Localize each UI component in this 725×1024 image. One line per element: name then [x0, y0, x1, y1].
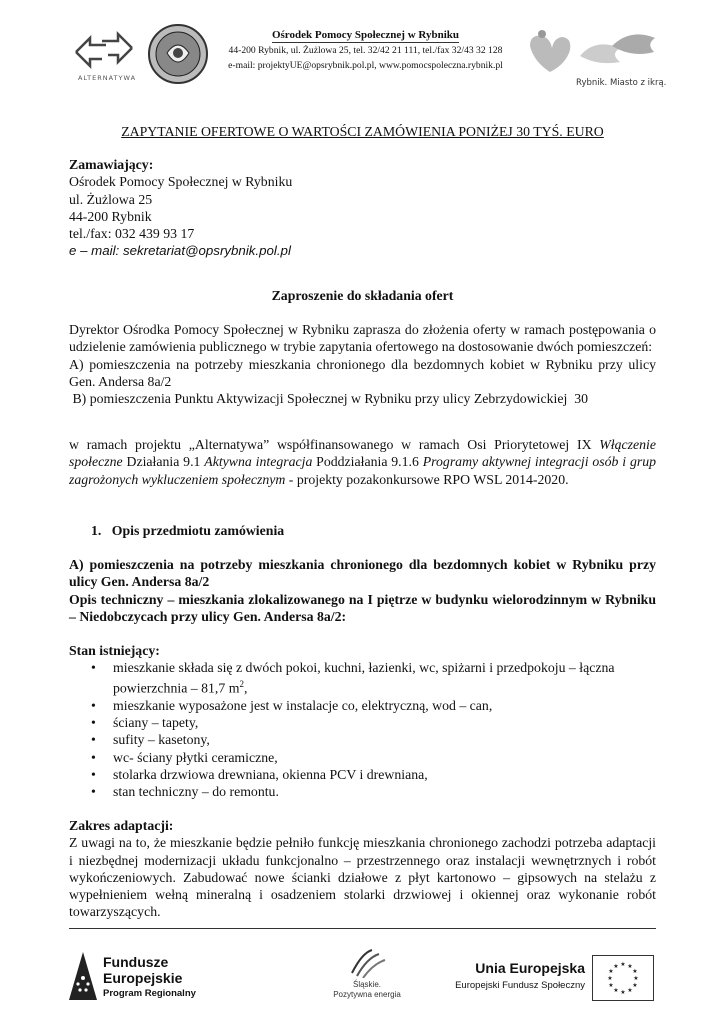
- sl-line2: Pozytywna energia: [333, 990, 401, 999]
- buyer-street: ul. Żużlowa 25: [69, 191, 153, 207]
- svg-text:★: ★: [608, 982, 614, 989]
- alternatywa-caption: ALTERNATYWA: [77, 74, 137, 82]
- list-item: • mieszkanie wyposażone jest w instalacje co, elektryczną, wod – can,: [113, 697, 656, 714]
- waves-icon: [347, 948, 387, 978]
- eu-line2: Europejski Fundusz Społeczny: [455, 980, 585, 991]
- arrows-icon: [72, 30, 137, 72]
- buyer-name: Ośrodek Pomocy Społecznej w Rybniku: [69, 174, 293, 190]
- invitation-heading: Zaproszenie do składania ofert: [271, 288, 454, 303]
- section1-title: Opis przedmiotu zamówienia: [111, 523, 285, 538]
- buyer-label: Zamawiający:: [69, 157, 154, 172]
- svg-text:★: ★: [627, 987, 633, 994]
- list-item: • mieszkanie składa się z dwóch pokoi, kuchni, łazienki, wc, spiżarni i przedpokoju – łączna powierzchnia – 81,7 $m^2$,: [113, 659, 656, 697]
- fe-line3: Program Regionalny: [103, 988, 196, 999]
- sl-line1: Śląskie.: [352, 980, 381, 989]
- eu-line1: Unia Europejska: [475, 960, 585, 976]
- project-text-1: w ramach projektu „Alternatywa” współfinansowanego w ramach Osi Priorytetowej IX: [69, 437, 600, 452]
- svg-text:★: ★: [613, 987, 619, 994]
- intro-text: Dyrektor Ośrodka Pomocy Społecznej w Rybniku zaprasza do złożenia oferty w ramach postępowania o udzielenie zamówienia publicznego w trybie zapytania ofertowego na dostosowanie dwóch pomieszczeń:: [69, 322, 656, 355]
- ops-seal-logo: [147, 23, 209, 85]
- org-name: Ośrodek Pomocy Społecznej w Rybniku: [271, 29, 460, 41]
- list-item: • wc- ściany płytki ceramiczne,: [113, 749, 656, 766]
- list-item: • stan techniczny – do remontu.: [113, 783, 656, 800]
- fe-line2: Europejskie: [103, 970, 183, 986]
- buyer-city: 44-200 Rybnik: [69, 208, 152, 224]
- project-paragraph: [69, 436, 656, 488]
- buyer-block: [69, 156, 656, 260]
- svg-text:★: ★: [632, 982, 638, 989]
- svg-text:★: ★: [613, 963, 619, 970]
- fundusze-logo: [69, 938, 229, 1008]
- ue-logo-text: [440, 938, 585, 1008]
- svg-text:★: ★: [620, 961, 626, 968]
- stars-flag-icon: [69, 952, 97, 1000]
- scope-block: [69, 817, 656, 921]
- tech-description: Opis techniczny – mieszkania zlokalizowanego na I piętrze w budynku wielorodzinnym w Rybniku – Niedobczycach przy ulicy Gen. Andersa 8a/2:: [69, 592, 656, 625]
- buyer-email: e – mail: sekretariat@opsrybnik.pol.pl: [69, 243, 291, 259]
- intro-block: [69, 321, 656, 407]
- section1-heading: [91, 522, 651, 539]
- eu-flag-icon: [592, 955, 654, 1001]
- section1-number: 1.: [91, 523, 102, 538]
- project-italic-1: Włączenie społeczne: [69, 437, 656, 470]
- svg-text:★: ★: [633, 975, 639, 982]
- fe-line1: Fundusze: [103, 954, 169, 970]
- svg-text:★: ★: [607, 975, 613, 982]
- letterhead: [0, 0, 725, 100]
- svg-text:★: ★: [620, 989, 626, 996]
- document-title: ZAPYTANIE OFERTOWE O WARTOŚCI ZAMÓWIENIA PONIŻEJ 30 TYŚ. EURO: [121, 124, 604, 139]
- buyer-phone: tel./fax: 032 439 93 17: [69, 226, 195, 242]
- alternatywa-logo: [72, 30, 137, 85]
- svg-text:★: ★: [632, 968, 638, 975]
- list-item: • stolarka drzwiowa drewniana, okienna PCV i drewniana,: [113, 766, 656, 783]
- item-a-text: A) pomieszczenia na potrzeby mieszkania chronionego dla bezdomnych kobiet w Rybniku przy ulicy Gen. Andersa 8a/2: [69, 356, 656, 389]
- item-b-text: B) pomieszczenia Punktu Aktywizacji Społecznej w Rybniku przy ulicy Zebrzydowickiej 30: [69, 391, 588, 407]
- address-line: 44-200 Rybnik, ul. Żużlowa 25, tel. 32/42 21 111, tel./fax 32/43 32 128: [228, 45, 503, 56]
- rybnik-logo: [520, 28, 665, 90]
- scope-text: Z uwagi na to, że mieszkanie będzie pełniło funkcję mieszkania chronionego zachodzi potrzeba adaptacji i niezbędnej modernizacji układu funkcjonalno – przestrzennego oraz instalacji wewnętrznych i robót wykończeniowych. Zabudować nowe ścianki działowe z płyt kartonowo – gipsowych na stelażu z wypełnieniem wełną mineralną i osadzeniem stolarki drzwiowej i okiennej oraz wykonanie robót towarzyszących.: [69, 835, 656, 920]
- project-text-2: Działania 9.1: [122, 454, 205, 470]
- rybnik-caption: Rybnik. Miasto z ikrą.: [576, 78, 667, 88]
- project-text-3: Poddziałania 9.1.6: [312, 454, 423, 470]
- project-italic-3: Programy aktywnej integracji osób i grup zagrożonych wykluczeniem społecznym: [69, 454, 657, 487]
- scope-label: Zakres adaptacji:: [69, 818, 174, 833]
- section1-sub-a: A) pomieszczenia na potrzeby mieszkania chronionego dla bezdomnych kobiet w Rybniku przy ulicy Gen. Andersa 8a/2: [69, 557, 656, 590]
- project-text-4: - projekty pozakonkursowe RPO WSL 2014-2020.: [285, 471, 569, 487]
- svg-text:★: ★: [627, 963, 633, 970]
- contact-line: e-mail: projektyUE@opsrybnik.pol.pl, www.pomocspoleczna.rybnik.pl: [228, 60, 503, 71]
- svg-text:★: ★: [608, 968, 614, 975]
- state-list: [69, 659, 656, 800]
- state-label: Stan istniejący:: [69, 643, 160, 658]
- list-item: • ściany – tapety,: [113, 714, 656, 731]
- slaskie-logo: [322, 938, 412, 1008]
- list-item: • sufity – kasetony,: [113, 731, 656, 748]
- project-italic-2: Aktywna integracja: [204, 454, 313, 470]
- letterhead-text: [218, 28, 513, 73]
- heart-fish-icon: [520, 28, 665, 78]
- footer-divider: [69, 928, 656, 929]
- state-block: [69, 642, 656, 801]
